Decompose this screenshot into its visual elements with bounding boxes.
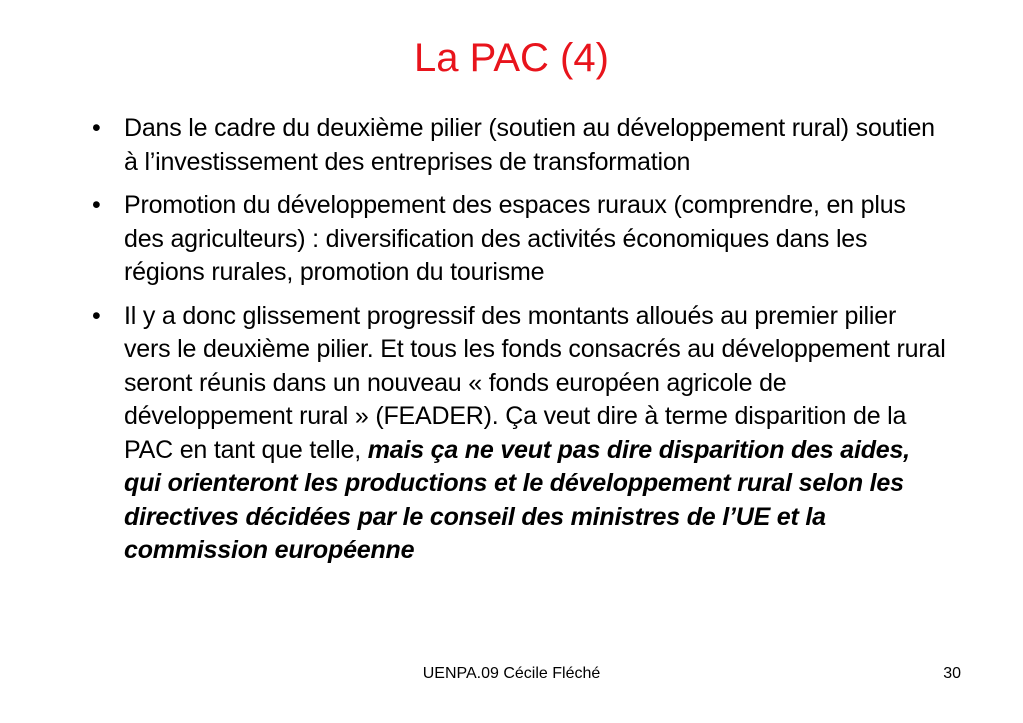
slide-title: La PAC (4) (414, 36, 609, 80)
bullet-text: Il y a donc glissement progressif des montants alloués au premier pilier vers le deuxième pilier. Et tous les fonds consacrés au développement rural seront réunis dans un nouveau « fonds européen agricole de développement rural » (FEADER). Ça veut dire à terme disparition de la PAC en tant que telle, (124, 301, 946, 464)
bullet-glyph: • (92, 191, 101, 219)
bullet-item-1 (86, 112, 946, 179)
bullet-text: Promotion du développement des espaces ruraux (comprendre, en plus des agriculteurs) : diversification des activités économiques dans les régions rurales, promotion du tourisme (124, 191, 906, 286)
bullet-text: Dans le cadre du deuxième pilier (soutien au développement rural) soutien à l’investissement des entreprises de transformation (124, 114, 935, 176)
bullet-emphasis-text: mais ça ne veut pas dire disparition des aides, qui orienteront les productions et le développement rural selon les directives décidées par le conseil des ministres de l’UE et la commission européenne (124, 435, 910, 564)
footer-author: UENPA.09 Cécile Fléché (422, 665, 601, 682)
bullet-item-3 (86, 300, 946, 568)
bullet-list (86, 112, 946, 578)
bullet-glyph: • (92, 301, 101, 330)
bullet-item-2 (86, 189, 946, 290)
page-number: 30 (943, 665, 961, 682)
bullet-glyph: • (92, 114, 101, 142)
